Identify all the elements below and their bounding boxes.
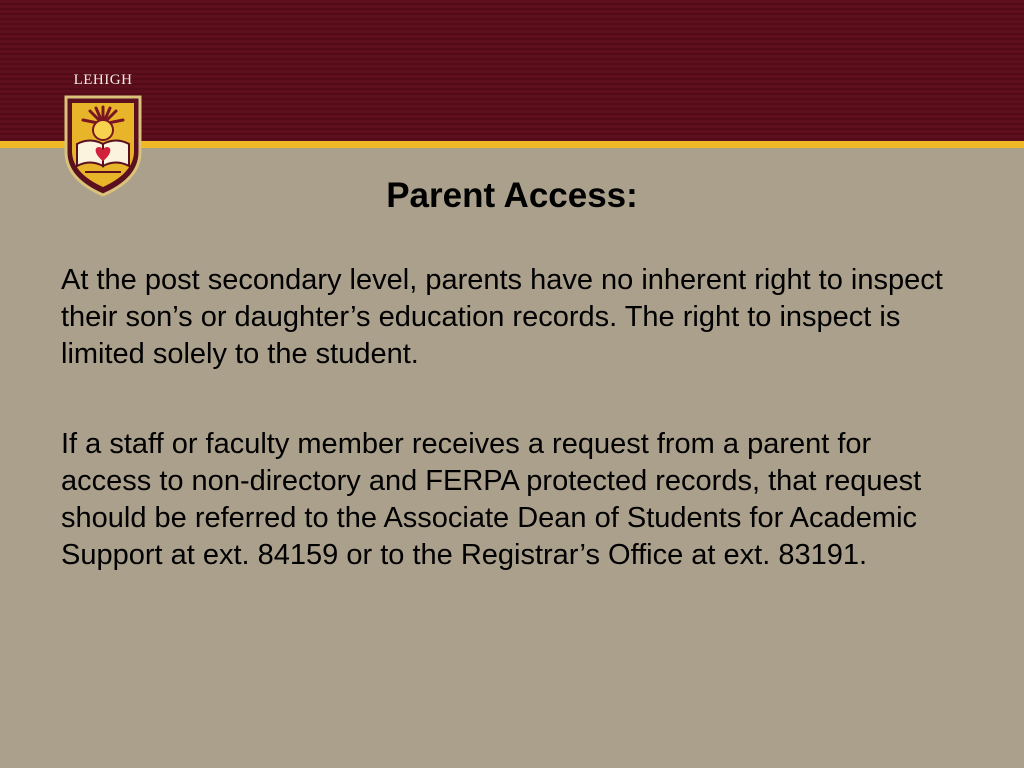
paragraph-referral-procedure: If a staff or faculty member receives a request from a parent for access to non-directory and FERPA protected records, that request should be referred to the Associate Dean of Students for Academic Support at ext. 84159 or to the Registrar’s Office at ext. 83191.: [61, 428, 922, 571]
header-band: [0, 0, 1024, 141]
slide-title: Parent Access:: [386, 176, 638, 215]
gold-rule: [0, 141, 1024, 148]
logo-wordmark: LEHIGH: [73, 72, 133, 88]
paragraph-parent-rights: At the post secondary level, parents have no inherent right to inspect their son’s or daughter’s education records. The right to inspect is limited solely to the student.: [61, 264, 943, 370]
